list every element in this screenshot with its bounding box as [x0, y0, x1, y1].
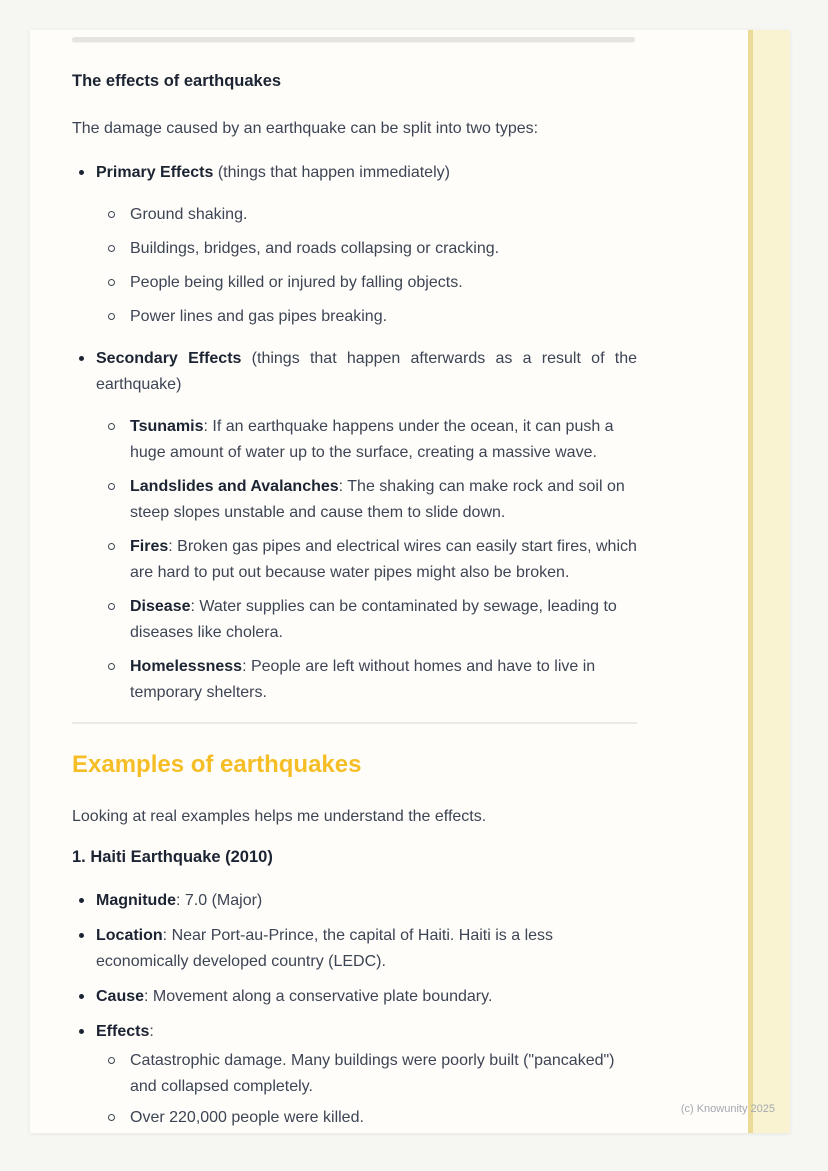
bullet-circle-icon — [108, 1114, 115, 1121]
secondary-effect-desc: : Broken gas pipes and electrical wires can easily start fires, which are hard to put out because water pipes might also be broken. — [130, 538, 637, 581]
haiti-example-heading: 1. Haiti Earthquake (2010) — [72, 848, 273, 866]
list-item — [104, 474, 637, 526]
list-item-cause — [72, 984, 637, 1010]
secondary-effects-label-line — [96, 346, 637, 398]
fact-desc: : Movement along a conservative plate boundary. — [144, 988, 493, 1005]
list-item — [104, 1048, 637, 1100]
primary-effect-text: Ground shaking. — [130, 206, 248, 223]
primary-effect-text: People being killed or injured by falling objects. — [130, 274, 463, 291]
bullet-circle-icon — [108, 663, 115, 670]
primary-effects-rest: (things that happen immediately) — [213, 164, 450, 181]
bullet-circle-icon — [108, 245, 115, 252]
secondary-effect-desc: : People are left without homes and have to live in temporary shelters. — [130, 658, 596, 701]
bullet-circle-icon — [108, 313, 115, 320]
bullet-dot-icon — [79, 356, 84, 361]
secondary-effect-term: Homelessness — [130, 658, 243, 675]
bullet-circle-icon — [108, 483, 115, 490]
secondary-effect-desc: : Water supplies can be contaminated by sewage, leading to diseases like cholera. — [130, 598, 617, 641]
list-item-magnitude — [72, 888, 637, 914]
bullet-circle-icon — [108, 279, 115, 286]
secondary-effects-sublist — [104, 414, 637, 706]
fact-term: Magnitude — [96, 892, 176, 909]
list-item — [104, 202, 637, 228]
page-accent-strip — [748, 30, 790, 1133]
effects-type-list — [72, 160, 637, 706]
list-item — [104, 654, 637, 706]
list-item — [104, 594, 637, 646]
list-item-primary-effects — [72, 160, 637, 330]
bullet-dot-icon — [79, 170, 84, 175]
bullet-circle-icon — [108, 423, 115, 430]
fact-desc: : — [149, 1023, 154, 1040]
list-item — [104, 270, 637, 296]
list-item — [104, 1105, 637, 1131]
primary-effect-text: Power lines and gas pipes breaking. — [130, 308, 388, 325]
fact-desc: : 7.0 (Major) — [176, 892, 263, 909]
haiti-facts-list — [72, 888, 637, 1131]
bullet-dot-icon — [79, 994, 84, 999]
bullet-circle-icon — [108, 211, 115, 218]
copyright-watermark: (c) Knowunity 2025 — [680, 1103, 775, 1115]
bullet-dot-icon — [79, 898, 84, 903]
bullet-dot-icon — [79, 1029, 84, 1034]
primary-effects-sublist — [104, 202, 637, 330]
list-item-secondary-effects — [72, 346, 637, 706]
haiti-effects-sublist — [104, 1048, 637, 1131]
secondary-effects-term: Secondary Effects — [96, 350, 242, 367]
primary-effects-label-line — [96, 160, 637, 186]
secondary-effect-term: Landslides and Avalanches — [130, 478, 339, 495]
previous-block-edge — [72, 37, 635, 42]
haiti-effect-text: Catastrophic damage. Many buildings were poorly built ("pancaked") and collapsed completely. — [130, 1052, 615, 1095]
list-item-effects — [72, 1019, 637, 1131]
list-item — [104, 304, 637, 330]
list-item-location — [72, 923, 637, 975]
haiti-effect-text: Over 220,000 people were killed. — [130, 1109, 364, 1126]
bullet-dot-icon — [79, 933, 84, 938]
document-page — [30, 30, 790, 1133]
secondary-effect-term: Fires — [130, 538, 169, 555]
fact-term: Location — [96, 927, 163, 944]
examples-section-heading: Examples of earthquakes — [72, 751, 362, 778]
primary-effects-term: Primary Effects — [96, 164, 214, 181]
bullet-circle-icon — [108, 603, 115, 610]
primary-effect-text: Buildings, bridges, and roads collapsing or cracking. — [130, 240, 500, 257]
fact-term: Effects — [96, 1023, 150, 1040]
secondary-effect-term: Disease — [130, 598, 191, 615]
bullet-circle-icon — [108, 543, 115, 550]
secondary-effect-desc: : If an earthquake happens under the ocean, it can push a huge amount of water up to the surface, creating a massive wave. — [130, 418, 614, 461]
list-item — [104, 414, 637, 466]
effects-intro-paragraph: The damage caused by an earthquake can be split into two types: — [72, 120, 539, 137]
secondary-effects-rest: (things that happen afterwards as a result of the earthquake) — [96, 350, 638, 393]
fact-desc: : Near Port-au-Prince, the capital of Haiti. Haiti is a less economically developed country (LEDC). — [96, 927, 554, 970]
page-content — [72, 37, 637, 1131]
secondary-effect-desc: : The shaking can make rock and soil on steep slopes unstable and cause them to slide down. — [130, 478, 625, 521]
fact-term: Cause — [96, 988, 145, 1005]
effects-section-heading: The effects of earthquakes — [72, 72, 282, 90]
list-item — [104, 236, 637, 262]
examples-intro-paragraph: Looking at real examples helps me understand the effects. — [72, 808, 487, 825]
bullet-circle-icon — [108, 1057, 115, 1064]
list-item — [104, 534, 637, 586]
section-divider — [72, 722, 637, 724]
secondary-effect-term: Tsunamis — [130, 418, 204, 435]
